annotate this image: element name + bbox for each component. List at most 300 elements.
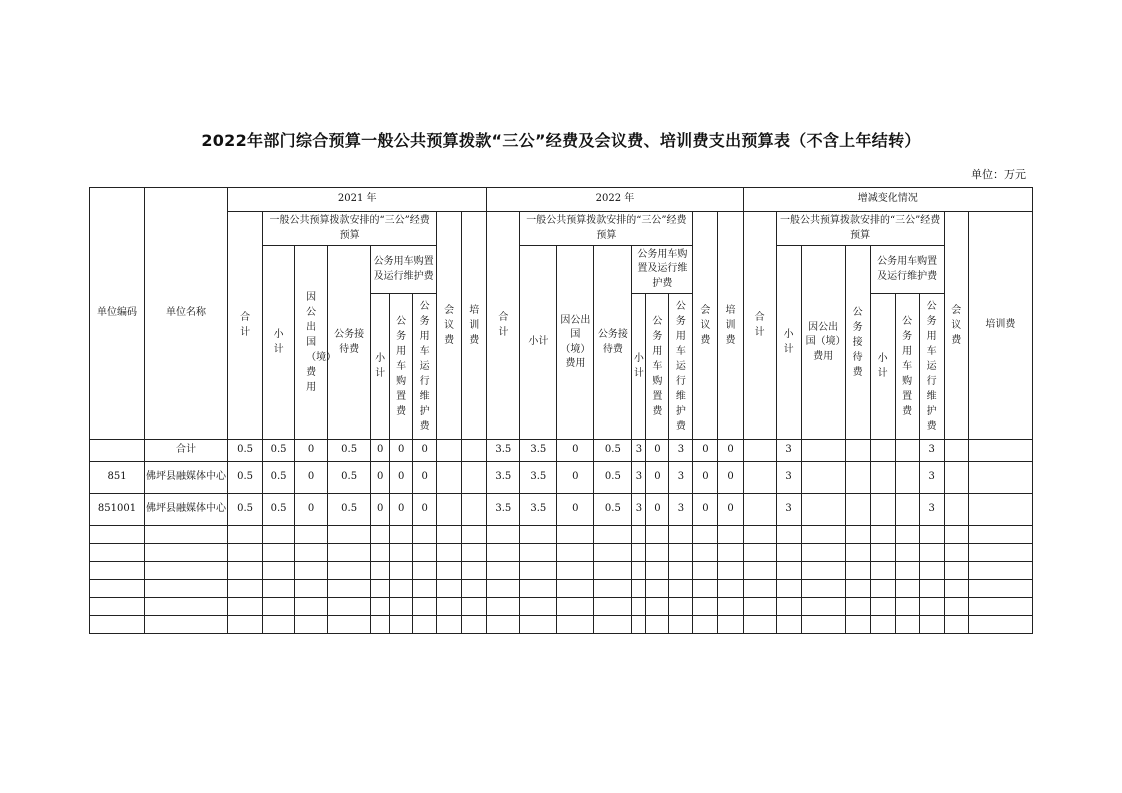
empty-cell xyxy=(718,616,743,634)
empty-row xyxy=(90,580,1033,598)
value-cell-change xyxy=(968,494,1032,526)
value-cell-change xyxy=(944,462,968,494)
empty-cell xyxy=(462,562,487,580)
empty-cell xyxy=(557,580,594,598)
empty-cell xyxy=(743,598,776,616)
empty-cell xyxy=(693,526,718,544)
value-cell-y2022: 3.5 xyxy=(520,494,557,526)
empty-cell xyxy=(462,544,487,562)
empty-cell xyxy=(944,598,968,616)
empty-cell xyxy=(632,616,646,634)
value-cell-y2022: 3 xyxy=(632,440,646,462)
value-cell-y2021: 0 xyxy=(413,462,437,494)
empty-cell xyxy=(557,562,594,580)
empty-cell xyxy=(371,598,390,616)
empty-cell xyxy=(487,616,520,634)
empty-cell xyxy=(263,598,295,616)
empty-cell xyxy=(870,598,895,616)
empty-cell xyxy=(870,562,895,580)
value-cell-y2022: 3 xyxy=(632,462,646,494)
value-cell-y2021 xyxy=(437,462,462,494)
empty-cell xyxy=(263,544,295,562)
value-cell-y2021 xyxy=(437,494,462,526)
empty-row xyxy=(90,562,1033,580)
header-reception-2022: 公务接待费 xyxy=(594,246,632,440)
empty-cell xyxy=(487,544,520,562)
empty-cell xyxy=(919,526,944,544)
value-cell-y2022: 3.5 xyxy=(520,462,557,494)
value-cell-change xyxy=(743,462,776,494)
empty-cell xyxy=(632,526,646,544)
value-cell-y2021: 0.5 xyxy=(328,462,371,494)
empty-cell xyxy=(776,580,801,598)
value-cell-change xyxy=(845,494,870,526)
empty-cell xyxy=(390,562,413,580)
empty-cell xyxy=(776,544,801,562)
empty-cell xyxy=(594,562,632,580)
header-subtotal-2021: 小计 xyxy=(263,246,295,440)
value-cell-y2022: 0 xyxy=(646,494,669,526)
header-reception-2021: 公务接待费 xyxy=(328,246,371,440)
empty-cell xyxy=(776,562,801,580)
unit-name-cell: 合计 xyxy=(145,440,228,462)
value-cell-y2021: 0.5 xyxy=(263,494,295,526)
value-cell-y2022: 0.5 xyxy=(594,440,632,462)
empty-cell xyxy=(944,580,968,598)
unit-name-cell: 佛坪县融媒体中心 xyxy=(145,494,228,526)
value-cell-y2022: 3.5 xyxy=(520,440,557,462)
empty-cell xyxy=(895,598,919,616)
header-vehicle-purchase-change: 公务用车购置费 xyxy=(895,294,919,440)
header-subtotal-change: 小计 xyxy=(776,246,801,440)
empty-cell xyxy=(228,526,263,544)
empty-cell xyxy=(594,616,632,634)
page-title: 2022年部门综合预算一般公共预算拨款“三公”经费及会议费、培训费支出预算表（不含上年结转） xyxy=(201,131,921,150)
empty-cell xyxy=(944,616,968,634)
empty-cell xyxy=(295,616,328,634)
empty-cell xyxy=(520,616,557,634)
value-cell-change xyxy=(801,494,845,526)
value-cell-y2022: 0 xyxy=(693,462,718,494)
value-cell-change xyxy=(801,462,845,494)
header-vehicle-purchase-2022: 公务用车购置费 xyxy=(646,294,669,440)
header-vehicle-purchase-2021: 公务用车购置费 xyxy=(390,294,413,440)
empty-cell xyxy=(845,562,870,580)
value-cell-y2021: 0.5 xyxy=(263,440,295,462)
unit-label: 单位：万元 xyxy=(971,168,1026,181)
value-cell-y2021 xyxy=(462,462,487,494)
value-cell-y2022: 0 xyxy=(557,462,594,494)
empty-cell xyxy=(557,616,594,634)
empty-cell xyxy=(646,580,669,598)
header-meeting-2021: 会议费 xyxy=(437,212,462,440)
empty-cell xyxy=(263,526,295,544)
empty-cell xyxy=(594,580,632,598)
empty-cell xyxy=(693,562,718,580)
empty-cell xyxy=(895,580,919,598)
empty-cell xyxy=(295,526,328,544)
empty-cell xyxy=(145,562,228,580)
value-cell-change xyxy=(870,440,895,462)
empty-cell xyxy=(263,562,295,580)
empty-cell xyxy=(919,562,944,580)
empty-cell xyxy=(632,544,646,562)
empty-cell xyxy=(145,580,228,598)
empty-cell xyxy=(776,598,801,616)
empty-cell xyxy=(718,598,743,616)
empty-cell xyxy=(487,580,520,598)
empty-cell xyxy=(487,598,520,616)
header-year-2022: 2022 年 xyxy=(487,188,743,212)
empty-cell xyxy=(718,580,743,598)
empty-cell xyxy=(145,598,228,616)
empty-cell xyxy=(870,526,895,544)
empty-cell xyxy=(437,616,462,634)
header-meeting-2022: 会议费 xyxy=(693,212,718,440)
empty-cell xyxy=(594,544,632,562)
empty-cell xyxy=(437,562,462,580)
empty-cell xyxy=(437,598,462,616)
empty-cell xyxy=(557,598,594,616)
value-cell-y2021: 0.5 xyxy=(263,462,295,494)
empty-cell xyxy=(801,562,845,580)
value-cell-y2021: 0.5 xyxy=(228,494,263,526)
empty-cell xyxy=(968,544,1032,562)
empty-row xyxy=(90,616,1033,634)
empty-cell xyxy=(646,598,669,616)
empty-cell xyxy=(845,616,870,634)
empty-cell xyxy=(390,526,413,544)
empty-cell xyxy=(413,598,437,616)
empty-cell xyxy=(669,580,693,598)
value-cell-change xyxy=(944,440,968,462)
header-abroad-change: 因公出国（境）费用 xyxy=(801,246,845,440)
empty-cell xyxy=(944,562,968,580)
empty-cell xyxy=(776,616,801,634)
empty-cell xyxy=(870,616,895,634)
header-training-change: 培训费 xyxy=(968,212,1032,440)
empty-cell xyxy=(743,562,776,580)
empty-row xyxy=(90,598,1033,616)
value-cell-y2021: 0.5 xyxy=(228,440,263,462)
empty-cell xyxy=(145,526,228,544)
empty-cell xyxy=(90,616,145,634)
empty-cell xyxy=(693,616,718,634)
empty-cell xyxy=(228,598,263,616)
empty-cell xyxy=(328,598,371,616)
header-reception-change: 公务接待费 xyxy=(845,246,870,440)
empty-cell xyxy=(557,526,594,544)
empty-cell xyxy=(646,526,669,544)
empty-cell xyxy=(743,616,776,634)
value-cell-y2022: 3.5 xyxy=(487,440,520,462)
empty-cell xyxy=(228,616,263,634)
empty-cell xyxy=(845,526,870,544)
value-cell-change xyxy=(743,494,776,526)
header-year-2021: 2021 年 xyxy=(228,188,487,212)
empty-cell xyxy=(919,616,944,634)
empty-cell xyxy=(895,526,919,544)
empty-cell xyxy=(90,544,145,562)
empty-cell xyxy=(743,544,776,562)
empty-cell xyxy=(801,544,845,562)
value-cell-y2022: 0 xyxy=(646,440,669,462)
table-row xyxy=(90,494,1033,526)
empty-cell xyxy=(413,544,437,562)
header-abroad-2021: 因公出国（境）费用 xyxy=(295,246,328,440)
header-unit-code: 单位编码 xyxy=(90,188,145,440)
value-cell-change: 3 xyxy=(919,440,944,462)
value-cell-y2022: 3 xyxy=(669,462,693,494)
empty-cell xyxy=(295,562,328,580)
empty-cell xyxy=(669,598,693,616)
value-cell-y2021 xyxy=(437,440,462,462)
empty-cell xyxy=(968,598,1032,616)
value-cell-y2021: 0 xyxy=(295,494,328,526)
empty-cell xyxy=(295,598,328,616)
empty-cell xyxy=(145,544,228,562)
empty-cell xyxy=(263,580,295,598)
empty-cell xyxy=(693,544,718,562)
value-cell-change xyxy=(895,462,919,494)
header-vehicle-change: 公务用车购置及运行维护费 xyxy=(870,246,944,294)
header-vehicle-2021: 公务用车购置及运行维护费 xyxy=(371,246,437,294)
header-unit-name: 单位名称 xyxy=(145,188,228,440)
empty-cell xyxy=(718,562,743,580)
empty-cell xyxy=(718,544,743,562)
value-cell-y2022: 0 xyxy=(718,462,743,494)
empty-cell xyxy=(413,580,437,598)
header-sangong-2022: 一般公共预算拨款安排的“三公”经费预算 xyxy=(520,212,693,246)
header-subtotal-2022: 小计 xyxy=(520,246,557,440)
empty-cell xyxy=(632,598,646,616)
value-cell-change xyxy=(801,440,845,462)
value-cell-y2021: 0 xyxy=(371,462,390,494)
empty-cell xyxy=(462,616,487,634)
empty-cell xyxy=(743,526,776,544)
empty-cell xyxy=(90,562,145,580)
value-cell-change xyxy=(870,462,895,494)
empty-cell xyxy=(743,580,776,598)
value-cell-y2021 xyxy=(462,494,487,526)
header-total-2021: 合计 xyxy=(228,212,263,440)
empty-cell xyxy=(557,544,594,562)
empty-cell xyxy=(145,616,228,634)
empty-cell xyxy=(328,562,371,580)
empty-cell xyxy=(437,526,462,544)
value-cell-y2022: 0 xyxy=(693,494,718,526)
empty-cell xyxy=(801,580,845,598)
header-vehicle-subtotal-2021: 小计 xyxy=(371,294,390,440)
empty-cell xyxy=(801,616,845,634)
header-total-change: 合计 xyxy=(743,212,776,440)
table-row xyxy=(90,440,1033,462)
header-vehicle-subtotal-change: 小计 xyxy=(870,294,895,440)
empty-cell xyxy=(328,616,371,634)
empty-cell xyxy=(295,580,328,598)
table-body xyxy=(90,440,1033,634)
empty-cell xyxy=(801,526,845,544)
empty-cell xyxy=(328,544,371,562)
value-cell-y2021: 0.5 xyxy=(328,440,371,462)
empty-cell xyxy=(228,544,263,562)
value-cell-change xyxy=(895,494,919,526)
empty-cell xyxy=(390,598,413,616)
empty-row xyxy=(90,544,1033,562)
empty-cell xyxy=(968,616,1032,634)
empty-cell xyxy=(968,562,1032,580)
value-cell-y2021: 0 xyxy=(295,440,328,462)
empty-cell xyxy=(895,544,919,562)
value-cell-change xyxy=(968,440,1032,462)
value-cell-change: 3 xyxy=(776,440,801,462)
empty-cell xyxy=(669,562,693,580)
table-row xyxy=(90,462,1033,494)
empty-cell xyxy=(895,562,919,580)
empty-cell xyxy=(390,580,413,598)
value-cell-y2021: 0 xyxy=(295,462,328,494)
value-cell-y2022: 3 xyxy=(632,494,646,526)
empty-cell xyxy=(870,544,895,562)
value-cell-y2021: 0 xyxy=(390,494,413,526)
value-cell-y2022: 0 xyxy=(718,494,743,526)
header-vehicle-operation-2022: 公务用车运行维护费 xyxy=(669,294,693,440)
empty-cell xyxy=(968,580,1032,598)
value-cell-change: 3 xyxy=(919,494,944,526)
empty-cell xyxy=(462,526,487,544)
value-cell-y2022: 0.5 xyxy=(594,494,632,526)
empty-cell xyxy=(669,526,693,544)
empty-cell xyxy=(944,526,968,544)
empty-cell xyxy=(895,616,919,634)
empty-cell xyxy=(646,616,669,634)
value-cell-change xyxy=(845,462,870,494)
value-cell-y2021: 0 xyxy=(371,440,390,462)
header-vehicle-operation-2021: 公务用车运行维护费 xyxy=(413,294,437,440)
unit-code-cell: 851 xyxy=(90,462,145,494)
value-cell-change: 3 xyxy=(776,462,801,494)
empty-cell xyxy=(669,544,693,562)
empty-cell xyxy=(371,616,390,634)
empty-cell xyxy=(693,580,718,598)
header-sangong-change: 一般公共预算拨款安排的“三公”经费预算 xyxy=(776,212,944,246)
value-cell-change: 3 xyxy=(776,494,801,526)
empty-cell xyxy=(919,598,944,616)
empty-cell xyxy=(520,598,557,616)
value-cell-y2021 xyxy=(462,440,487,462)
empty-cell xyxy=(413,616,437,634)
empty-cell xyxy=(371,526,390,544)
empty-cell xyxy=(228,562,263,580)
header-vehicle-2022: 公务用车购置及运行维护费 xyxy=(632,246,693,294)
value-cell-change xyxy=(870,494,895,526)
empty-cell xyxy=(437,544,462,562)
empty-cell xyxy=(693,598,718,616)
value-cell-change xyxy=(968,462,1032,494)
empty-cell xyxy=(520,580,557,598)
value-cell-change: 3 xyxy=(919,462,944,494)
empty-cell xyxy=(520,562,557,580)
empty-cell xyxy=(90,598,145,616)
value-cell-y2022: 3 xyxy=(669,440,693,462)
value-cell-y2022: 0 xyxy=(646,462,669,494)
empty-cell xyxy=(776,526,801,544)
empty-cell xyxy=(919,544,944,562)
empty-cell xyxy=(328,526,371,544)
empty-cell xyxy=(263,616,295,634)
empty-cell xyxy=(90,526,145,544)
empty-cell xyxy=(390,616,413,634)
value-cell-change xyxy=(845,440,870,462)
empty-cell xyxy=(594,526,632,544)
empty-cell xyxy=(669,616,693,634)
empty-cell xyxy=(870,580,895,598)
header-vehicle-subtotal-2022: 小计 xyxy=(632,294,646,440)
unit-name-cell: 佛坪县融媒体中心 xyxy=(145,462,228,494)
header-training-2021: 培训费 xyxy=(462,212,487,440)
header-meeting-change: 会议费 xyxy=(944,212,968,440)
header-abroad-2022: 因公出国（境）费用 xyxy=(557,246,594,440)
value-cell-change xyxy=(895,440,919,462)
unit-code-cell: 851001 xyxy=(90,494,145,526)
empty-cell xyxy=(845,544,870,562)
empty-cell xyxy=(632,562,646,580)
value-cell-y2022: 0 xyxy=(557,440,594,462)
empty-cell xyxy=(90,580,145,598)
unit-code-cell xyxy=(90,440,145,462)
value-cell-y2022: 3.5 xyxy=(487,494,520,526)
empty-cell xyxy=(228,580,263,598)
empty-cell xyxy=(944,544,968,562)
empty-cell xyxy=(718,526,743,544)
empty-cell xyxy=(390,544,413,562)
value-cell-y2021: 0 xyxy=(413,440,437,462)
empty-cell xyxy=(295,544,328,562)
empty-cell xyxy=(371,562,390,580)
value-cell-y2021: 0 xyxy=(390,440,413,462)
value-cell-y2022: 0 xyxy=(693,440,718,462)
value-cell-y2022: 0 xyxy=(557,494,594,526)
value-cell-y2021: 0.5 xyxy=(328,494,371,526)
header-sangong-2021: 一般公共预算拨款安排的“三公”经费预算 xyxy=(263,212,437,246)
header-change: 增减变化情况 xyxy=(743,188,1032,212)
empty-cell xyxy=(462,580,487,598)
empty-cell xyxy=(371,544,390,562)
empty-cell xyxy=(646,544,669,562)
value-cell-y2021: 0 xyxy=(390,462,413,494)
empty-row xyxy=(90,526,1033,544)
empty-cell xyxy=(968,526,1032,544)
budget-table xyxy=(89,187,1033,634)
header-training-2022: 培训费 xyxy=(718,212,743,440)
empty-cell xyxy=(594,598,632,616)
empty-cell xyxy=(919,580,944,598)
value-cell-y2021: 0.5 xyxy=(228,462,263,494)
value-cell-change xyxy=(944,494,968,526)
empty-cell xyxy=(487,526,520,544)
value-cell-y2022: 0.5 xyxy=(594,462,632,494)
empty-cell xyxy=(413,526,437,544)
value-cell-y2021: 0 xyxy=(371,494,390,526)
empty-cell xyxy=(632,580,646,598)
empty-cell xyxy=(437,580,462,598)
empty-cell xyxy=(328,580,371,598)
value-cell-y2022: 3 xyxy=(669,494,693,526)
empty-cell xyxy=(520,544,557,562)
value-cell-change xyxy=(743,440,776,462)
empty-cell xyxy=(462,598,487,616)
empty-cell xyxy=(845,598,870,616)
